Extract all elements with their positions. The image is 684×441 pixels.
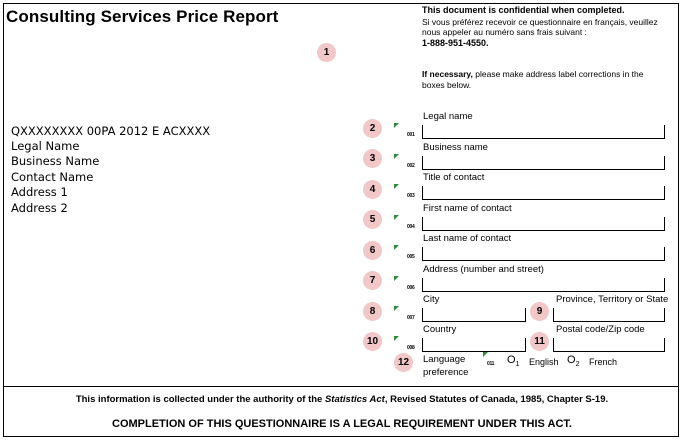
french-notice-line2: nous appeler au numéro sans frais suivant :: [422, 27, 587, 37]
label-code: QXXXXXXXX 00PA 2012 E ACXXXX: [11, 124, 211, 138]
report-title: Consulting Services Price Report: [6, 7, 279, 26]
french-notice-line1: Si vous préférez recevoir ce questionnaire en français, veuillez: [422, 17, 658, 27]
field-label-legal-name: Legal name: [423, 111, 473, 122]
field-label-city: City: [423, 294, 440, 305]
field-code: 004: [407, 224, 415, 230]
marker-5: 5: [363, 210, 382, 229]
label-legal-name: Legal Name: [11, 139, 80, 153]
field-code: 011: [487, 361, 495, 367]
authority-statement: This information is collected under the authority of the Statistics Act, Revised Statutes of Canada, 1985, Chapter S-19.: [75, 394, 609, 405]
city-input[interactable]: [422, 308, 526, 322]
field-label-last-name: Last name of contact: [423, 233, 512, 244]
corner-tick: [394, 245, 399, 250]
marker-2: 2: [363, 119, 382, 138]
label-address-2: Address 2: [11, 201, 68, 215]
marker-7: 7: [363, 271, 382, 290]
field-label-business-name: Business name: [423, 142, 488, 153]
field-label-title-of-contact: Title of contact: [423, 172, 485, 183]
first-name-input[interactable]: [422, 217, 665, 231]
corner-tick: [394, 336, 399, 341]
field-label-preference: preference: [423, 367, 469, 378]
label-business-name: Business Name: [11, 154, 100, 168]
last-name-input[interactable]: [422, 247, 665, 261]
corner-tick: [394, 154, 399, 159]
title-of-contact-input[interactable]: [422, 186, 665, 200]
corner-tick: [394, 306, 399, 311]
footer-divider: [3, 386, 679, 387]
corner-tick: [394, 215, 399, 220]
postal-code-input[interactable]: [553, 338, 665, 352]
legal-requirement-statement: COMPLETION OF THIS QUESTIONNAIRE IS A LEGAL REQUIREMENT UNDER THIS ACT.: [112, 418, 572, 430]
field-code: 002: [407, 163, 415, 169]
marker-11: 11: [530, 332, 549, 351]
field-label-postal: Postal code/Zip code: [556, 324, 645, 335]
field-label-country: Country: [423, 324, 457, 335]
province-input[interactable]: [553, 308, 665, 322]
marker-6: 6: [363, 241, 382, 260]
corner-tick: [394, 276, 399, 281]
field-code: 006: [407, 285, 415, 291]
corner-tick: [394, 184, 399, 189]
marker-3: 3: [363, 149, 382, 168]
marker-8: 8: [363, 302, 382, 321]
marker-10: 10: [363, 332, 382, 351]
corner-tick: [394, 123, 399, 128]
label-contact-name: Contact Name: [11, 170, 94, 184]
business-name-input[interactable]: [422, 156, 665, 170]
field-code: 005: [407, 254, 415, 260]
confidential-notice: This document is confidential when completed.: [422, 5, 625, 15]
field-label-language: Language: [423, 354, 466, 365]
field-label-address: Address (number and street): [423, 264, 544, 275]
address-correction-note-line2: boxes below.: [422, 80, 472, 90]
marker-4: 4: [363, 180, 382, 199]
label-address-1: Address 1: [11, 185, 68, 199]
address-correction-note: If necessary, please make address label corrections in the: [422, 69, 644, 79]
field-code: 003: [407, 193, 415, 199]
marker-9: 9: [530, 302, 549, 321]
french-label: French: [589, 357, 618, 367]
country-input[interactable]: [422, 338, 526, 352]
field-code: 008: [407, 345, 415, 351]
field-code: 001: [407, 132, 415, 138]
toll-free-phone: 1-888-951-4550.: [422, 38, 489, 48]
corner-tick: [483, 352, 488, 357]
field-label-province: Province, Territory or State: [556, 294, 669, 305]
marker-12: 12: [394, 353, 413, 372]
english-label: English: [529, 357, 559, 367]
address-input[interactable]: [422, 278, 665, 292]
english-radio[interactable]: $O_1$: [507, 354, 520, 369]
field-code: 007: [407, 315, 415, 321]
marker-1: 1: [317, 43, 336, 62]
legal-name-input[interactable]: [422, 125, 665, 139]
field-label-first-name: First name of contact: [423, 203, 512, 214]
french-radio[interactable]: $O_2$: [567, 354, 580, 369]
